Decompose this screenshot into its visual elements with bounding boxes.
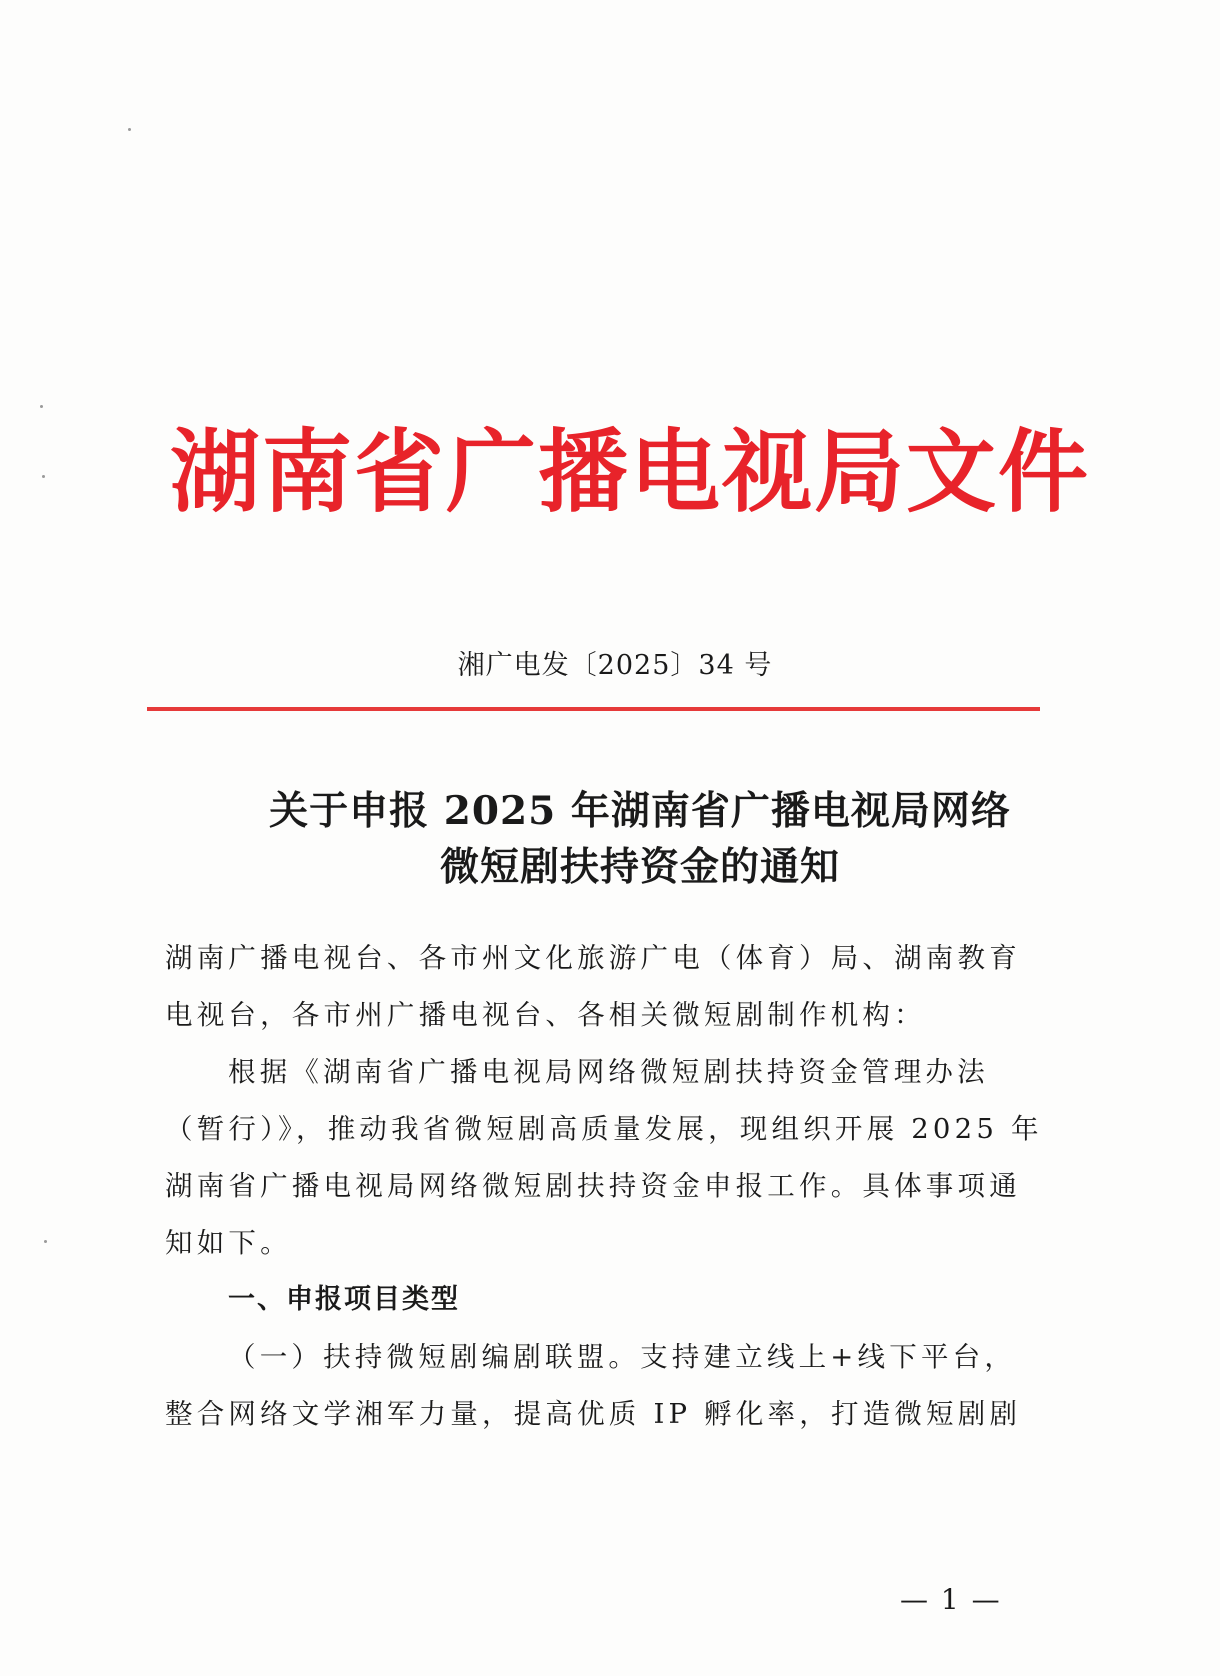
paragraph-1-line-1: 根据《湖南省广播电视局网络微短剧扶持资金管理办法 — [228, 1056, 989, 1088]
paragraph-1-line-2: （暂行）》，推动我省微短剧高质量发展，现组织开展 2025 年 — [165, 1113, 1043, 1145]
page-number: — 1 — — [900, 1583, 1002, 1616]
document-number: 湘广电发〔2025〕34 号 — [457, 650, 773, 681]
recipients-line-2: 电视台，各市州广播电视台、各相关微短剧制作机构： — [165, 999, 926, 1031]
notice-title-line-1: 关于申报 2025 年湖南省广播电视局网络 — [269, 788, 1011, 834]
paragraph-1-line-3: 湖南省广播电视局网络微短剧扶持资金申报工作。具体事项通 — [165, 1170, 1021, 1202]
notice-title-line-2: 微短剧扶持资金的通知 — [439, 844, 840, 890]
item-1-line-1: （一）扶持微短剧编剧联盟。支持建立线上+线下平台， — [228, 1341, 1017, 1373]
item-1-line-2: 整合网络文学湘军力量，提高优质 IP 孵化率，打造微短剧剧 — [165, 1398, 1022, 1430]
section-1-heading: 一、申报项目类型 — [228, 1284, 460, 1315]
scan-speck — [40, 405, 43, 408]
scan-speck — [44, 1240, 47, 1243]
recipients-line-1: 湖南广播电视台、各市州文化旅游广电（体育）局、湖南教育 — [165, 942, 1021, 974]
scan-speck — [42, 475, 45, 478]
paragraph-1-line-4: 知如下。 — [165, 1227, 292, 1259]
red-separator-line — [147, 707, 1040, 711]
issuer-header-title: 湖南省广播电视局文件 — [170, 420, 1090, 525]
scan-speck — [128, 128, 131, 131]
